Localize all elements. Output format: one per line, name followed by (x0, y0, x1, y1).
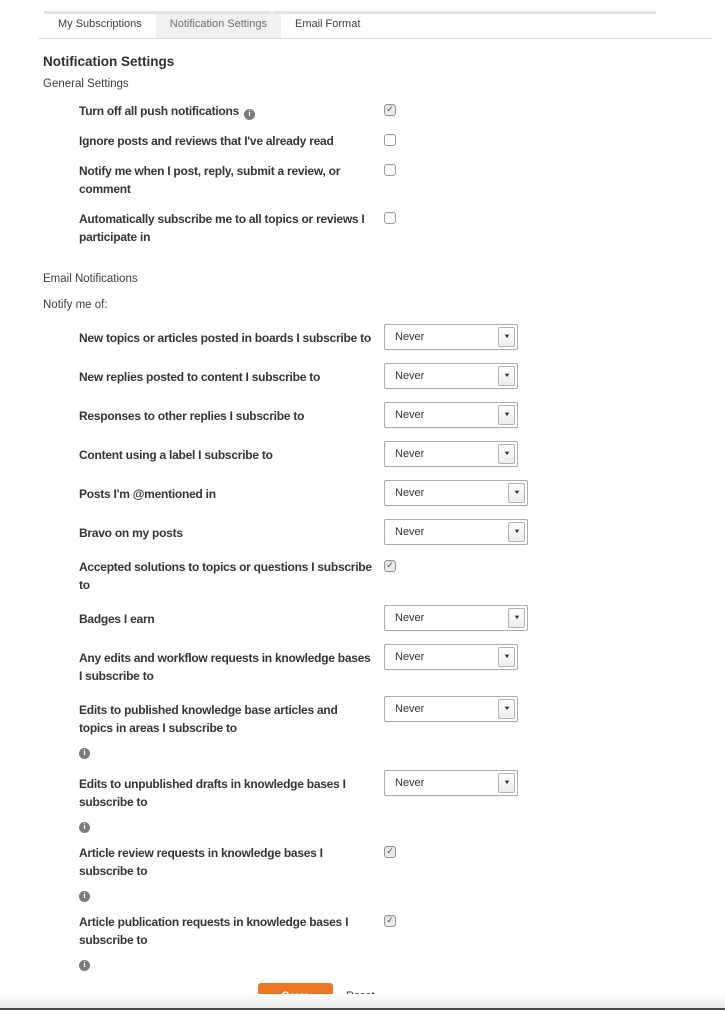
setting-control (384, 324, 518, 350)
setting-control (384, 519, 528, 545)
setting-label: Badges I earn (79, 612, 155, 626)
setting-label: Bravo on my posts (79, 526, 183, 540)
dropdown-arrow-button[interactable] (508, 483, 525, 503)
strip-segment (273, 11, 356, 14)
frequency-select-value: Never (395, 703, 425, 715)
setting-row (79, 558, 695, 594)
setting-label-area (79, 402, 384, 425)
setting-row (79, 480, 695, 508)
frequency-select-value: Never (395, 409, 425, 421)
chevron-down-icon: ▼ (502, 451, 511, 457)
setting-control (384, 844, 396, 858)
setting-row (79, 696, 695, 759)
frequency-select[interactable] (384, 605, 528, 631)
frequency-select-value: Never (395, 777, 425, 789)
setting-label: New replies posted to content I subscribe to (79, 370, 321, 384)
strip-segment-accent (356, 11, 506, 14)
setting-row (79, 402, 695, 430)
setting-control (384, 605, 528, 631)
setting-label-area (79, 324, 384, 347)
setting-label: Article review requests in knowledge bases I subscribe to (79, 846, 323, 878)
setting-checkbox[interactable] (384, 915, 396, 927)
frequency-select[interactable] (384, 480, 528, 506)
info-icon[interactable]: i (244, 109, 255, 120)
setting-label-area (79, 844, 384, 902)
setting-control (384, 696, 518, 722)
setting-control (384, 402, 518, 428)
chevron-down-icon: ▼ (502, 706, 511, 712)
dropdown-arrow-button[interactable] (498, 405, 515, 425)
dropdown-arrow-button[interactable] (498, 366, 515, 386)
general-settings-label: General Settings (43, 78, 129, 90)
frequency-select[interactable] (384, 519, 528, 545)
frequency-select-value: Never (395, 612, 425, 624)
setting-label-area (79, 102, 384, 120)
info-icon[interactable]: i (79, 748, 90, 759)
setting-label: Notify me when I post, reply, submit a review, or comment (79, 164, 341, 196)
setting-control (384, 210, 396, 224)
setting-row (79, 441, 695, 469)
setting-row (79, 605, 695, 633)
setting-control (384, 162, 396, 176)
frequency-select[interactable] (384, 402, 518, 428)
setting-label: Posts I'm @mentioned in (79, 487, 216, 501)
tab-email-format[interactable]: Email Format (294, 18, 361, 30)
setting-checkbox[interactable] (384, 104, 396, 116)
setting-label: Responses to other replies I subscribe to (79, 409, 305, 423)
setting-control (384, 558, 396, 572)
setting-label-area (79, 210, 384, 246)
info-icon-row (79, 884, 374, 902)
setting-label-area (79, 519, 384, 542)
check-icon: ✓ (386, 104, 394, 114)
setting-label: Accepted solutions to topics or questions I subscribe to (79, 560, 372, 592)
setting-checkbox[interactable] (384, 212, 396, 224)
setting-row (79, 363, 695, 391)
info-icon[interactable]: i (79, 960, 90, 971)
setting-label-area (79, 605, 384, 628)
setting-checkbox[interactable] (384, 134, 396, 146)
setting-label: Turn off all push notifications (79, 104, 240, 118)
dropdown-arrow-button[interactable] (498, 773, 515, 793)
setting-label: Edits to published knowledge base articles and topics in areas I subscribe to (79, 703, 338, 735)
top-progress-strip (0, 11, 725, 14)
setting-control (384, 363, 518, 389)
setting-label: Content using a label I subscribe to (79, 448, 273, 462)
check-icon: ✓ (386, 560, 394, 570)
setting-row (79, 844, 695, 902)
setting-label-area (79, 644, 384, 685)
info-icon-row (79, 741, 374, 759)
check-icon: ✓ (386, 846, 394, 856)
frequency-select[interactable] (384, 644, 518, 670)
info-icon[interactable]: i (79, 891, 90, 902)
setting-row (79, 644, 695, 685)
chevron-down-icon: ▼ (502, 334, 511, 340)
setting-label-area (79, 162, 384, 198)
chevron-down-icon: ▼ (502, 654, 511, 660)
dropdown-arrow-button[interactable] (498, 699, 515, 719)
frequency-select-value: Never (395, 448, 425, 460)
setting-label: Automatically subscribe me to all topics or reviews I participate in (79, 212, 365, 244)
setting-checkbox[interactable] (384, 164, 396, 176)
setting-row (79, 162, 695, 198)
frequency-select[interactable] (384, 441, 518, 467)
frequency-select-value: Never (395, 331, 425, 343)
setting-row (79, 913, 695, 971)
setting-label-area (79, 480, 384, 503)
setting-control (384, 102, 396, 116)
dropdown-arrow-button[interactable] (508, 522, 525, 542)
setting-label: Any edits and workflow requests in knowledge bases I subscribe to (79, 651, 371, 683)
setting-row (79, 210, 695, 246)
chevron-down-icon: ▼ (512, 529, 521, 535)
info-icon-row (79, 815, 374, 833)
setting-control (384, 770, 518, 796)
frequency-select[interactable] (384, 696, 518, 722)
setting-control (384, 644, 518, 670)
frequency-select[interactable] (384, 363, 518, 389)
setting-control (384, 132, 396, 146)
dropdown-arrow-button[interactable] (498, 647, 515, 667)
setting-label: Article publication requests in knowledge bases I subscribe to (79, 915, 349, 947)
setting-label-area (79, 913, 384, 971)
tab-bar (44, 11, 725, 38)
setting-label: Edits to unpublished drafts in knowledge bases I subscribe to (79, 777, 346, 809)
chevron-down-icon: ▼ (512, 615, 521, 621)
setting-label: Ignore posts and reviews that I've already read (79, 134, 334, 148)
setting-label-area (79, 132, 384, 150)
setting-row (79, 324, 695, 352)
setting-label-area (79, 770, 384, 833)
setting-label-area (79, 441, 384, 464)
info-icon[interactable]: i (79, 822, 90, 833)
frequency-select[interactable] (384, 324, 518, 350)
bottom-edge (0, 994, 725, 1010)
chevron-down-icon: ▼ (502, 780, 511, 786)
setting-label: New topics or articles posted in boards I subscribe to (79, 331, 371, 345)
dropdown-arrow-button[interactable] (508, 608, 525, 628)
setting-label-area (79, 696, 384, 759)
setting-row (79, 770, 695, 833)
frequency-select-value: Never (395, 526, 425, 538)
frequency-select-value: Never (395, 370, 425, 382)
setting-row (79, 132, 695, 150)
notify-me-of-label: Notify me of: (43, 299, 108, 311)
setting-control (384, 441, 518, 467)
check-icon: ✓ (386, 915, 394, 925)
frequency-select[interactable] (384, 770, 518, 796)
email-notifications-label: Email Notifications (43, 273, 138, 285)
settings-content (0, 54, 725, 1009)
general-settings-rows (43, 102, 695, 246)
dropdown-arrow-button[interactable] (498, 327, 515, 347)
frequency-select-value: Never (395, 651, 425, 663)
chevron-down-icon: ▼ (512, 490, 521, 496)
tab-my-subscriptions[interactable]: My Subscriptions (58, 18, 142, 30)
tab-divider (38, 38, 712, 39)
setting-checkbox[interactable] (384, 846, 396, 858)
strip-segment (44, 11, 271, 14)
chevron-down-icon: ▼ (502, 412, 511, 418)
setting-control (384, 913, 396, 927)
setting-label-area (79, 558, 384, 594)
setting-row (79, 102, 695, 120)
strip-segment (506, 11, 656, 14)
tab-notification-settings[interactable]: Notification Settings (156, 11, 281, 38)
setting-checkbox[interactable] (384, 560, 396, 572)
email-notification-rows (43, 324, 695, 971)
chevron-down-icon: ▼ (502, 373, 511, 379)
setting-row (79, 519, 695, 547)
setting-label-area (79, 363, 384, 386)
page-title: Notification Settings (43, 54, 175, 69)
dropdown-arrow-button[interactable] (498, 444, 515, 464)
info-icon-row (79, 953, 374, 971)
setting-control (384, 480, 528, 506)
frequency-select-value: Never (395, 487, 425, 499)
